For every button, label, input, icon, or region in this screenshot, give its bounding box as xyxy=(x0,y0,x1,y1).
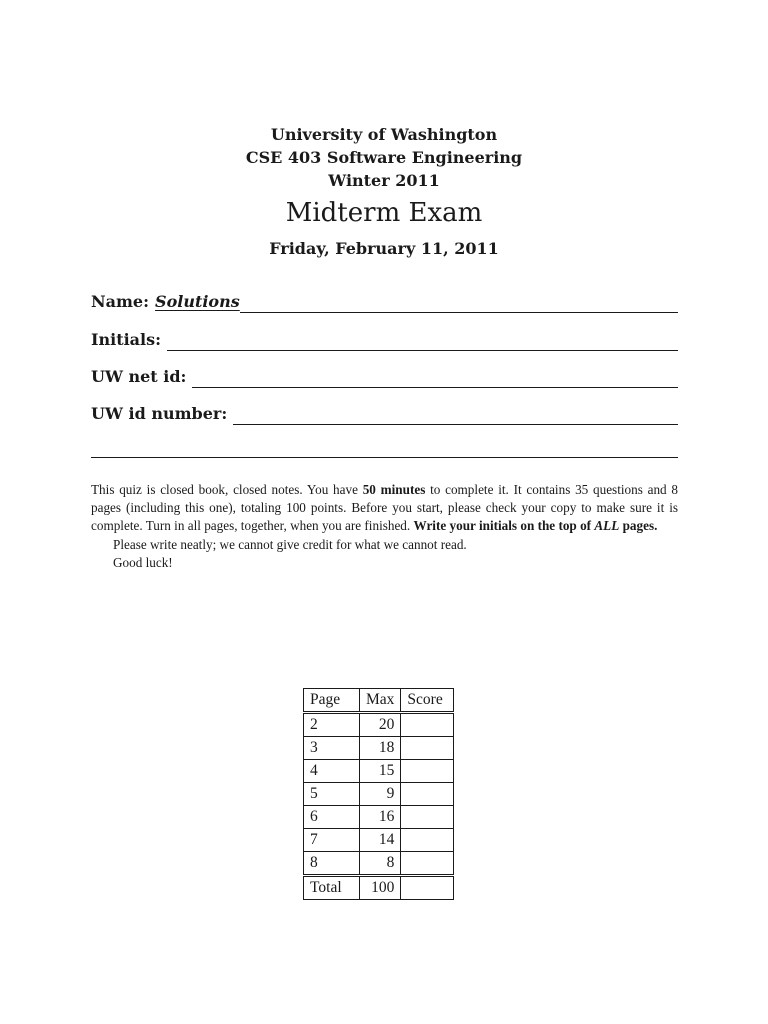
term: Winter 2011 xyxy=(328,171,440,190)
page-cell: 3 xyxy=(304,737,360,760)
table-row xyxy=(304,783,454,806)
initials-field[interactable] xyxy=(91,328,678,350)
page-cell: 7 xyxy=(304,829,360,852)
score-cell[interactable] xyxy=(401,713,454,737)
total-score-cell[interactable] xyxy=(401,876,454,900)
good-luck-note: Good luck! xyxy=(113,554,173,570)
table-row xyxy=(304,806,454,829)
initials-instruction-end: pages. xyxy=(619,518,658,534)
score-cell[interactable] xyxy=(401,783,454,806)
idnumber-blank-line xyxy=(233,424,678,425)
score-cell[interactable] xyxy=(401,829,454,852)
max-cell: 18 xyxy=(360,737,401,760)
exam-title: Midterm Exam xyxy=(285,198,483,228)
max-cell: 16 xyxy=(360,806,401,829)
column-header-page: Page xyxy=(304,689,360,713)
course-title: CSE 403 Software Engineering xyxy=(245,148,523,167)
time-limit: 50 minutes xyxy=(362,482,426,497)
max-cell: 15 xyxy=(360,760,401,783)
max-cell: 8 xyxy=(360,852,401,876)
instructions-text: to complete it. It contains 35 questions and 8 pages (including this one), totaling 100 points. Before you start, please check your copy to make sure it is complete. Turn in all pages, together, when you are finished. xyxy=(91,482,678,534)
table-row xyxy=(304,829,454,852)
exam-date: Friday, February 11, 2011 xyxy=(269,239,499,258)
netid-label: UW net id: xyxy=(91,367,187,386)
score-cell[interactable] xyxy=(401,737,454,760)
page-cell: 2 xyxy=(304,713,360,737)
initials-instruction-emphasis: ALL xyxy=(594,518,620,534)
table-row xyxy=(304,852,454,876)
page-cell: 6 xyxy=(304,806,360,829)
page-cell: 4 xyxy=(304,760,360,783)
table-row xyxy=(304,760,454,783)
name-blank-line xyxy=(240,312,678,313)
instructions-paragraph xyxy=(91,481,678,536)
table-header-row xyxy=(304,689,454,713)
page-cell: 8 xyxy=(304,852,360,876)
score-cell[interactable] xyxy=(401,852,454,876)
column-header-score: Score xyxy=(401,689,454,713)
score-cell[interactable] xyxy=(401,760,454,783)
page-cell: 5 xyxy=(304,783,360,806)
netid-blank-line xyxy=(192,387,678,388)
name-field[interactable] xyxy=(91,290,678,312)
divider-rule xyxy=(91,457,678,458)
instructions-text: This quiz is closed book, closed notes. You have xyxy=(91,482,363,497)
table-row xyxy=(304,737,454,760)
netid-field[interactable] xyxy=(91,365,678,387)
total-max-cell: 100 xyxy=(360,876,401,900)
table-row xyxy=(304,713,454,737)
name-value: Solutions xyxy=(155,292,240,311)
score-cell[interactable] xyxy=(401,806,454,829)
neatness-note: Please write neatly; we cannot give credit for what we cannot read. xyxy=(113,536,467,552)
idnumber-field[interactable] xyxy=(91,402,678,424)
instructions xyxy=(91,481,678,572)
initials-blank-line xyxy=(167,350,678,351)
max-cell: 20 xyxy=(360,713,401,737)
initials-instruction: Write your initials on the top of xyxy=(413,518,595,534)
score-table xyxy=(303,688,454,900)
column-header-max: Max xyxy=(360,689,401,713)
university-name: University of Washington xyxy=(270,125,498,144)
max-cell: 14 xyxy=(360,829,401,852)
name-label: Name: xyxy=(91,292,150,311)
idnumber-label: UW id number: xyxy=(91,404,228,423)
total-label-cell: Total xyxy=(304,876,360,900)
max-cell: 9 xyxy=(360,783,401,806)
total-row xyxy=(304,876,454,900)
initials-label: Initials: xyxy=(91,330,162,349)
